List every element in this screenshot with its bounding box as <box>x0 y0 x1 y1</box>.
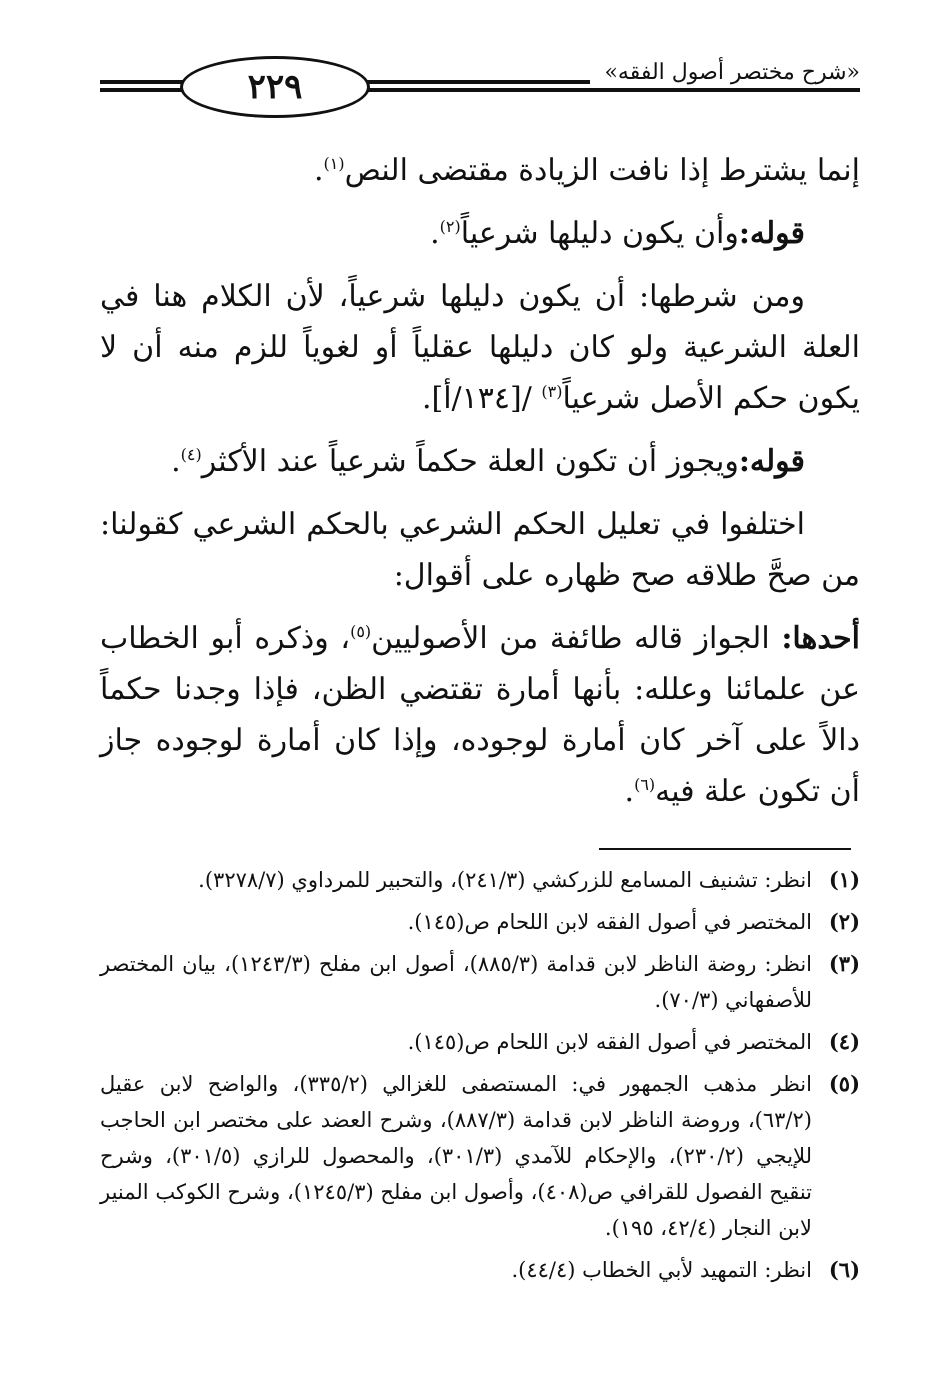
main-text <box>100 145 860 829</box>
quote-lead: قوله: <box>738 216 805 251</box>
paragraph-text: إنما يشترط إذا نافت الزيادة مقتضى النص <box>344 153 860 188</box>
footnote-text: انظر: روضة الناظر لابن قدامة (٨٨٥/٣)، أصول ابن مفلح (١٢٤٣/٣)، بيان المختصر للأصفهاني (٧٠/٣). <box>100 952 813 1012</box>
page-number: ٢٢٩ <box>180 56 370 118</box>
paragraph-end: /[١٣٤/أ]. <box>421 381 542 416</box>
paragraph-end: . <box>624 774 635 809</box>
footnote-ref: (٢) <box>439 217 461 236</box>
footnote-ref: (١) <box>323 154 345 173</box>
footnote-separator <box>599 848 851 850</box>
paragraph-3 <box>100 271 860 424</box>
footnote-number: (٣) <box>828 951 860 976</box>
paragraph-text: ومن شرطها: أن يكون دليلها شرعياً، لأن الكلام هنا في العلة الشرعية ولو كان دليلها عقلياً أو لغوياً للزم منه أن لا يكون حكم الأصل شرعياً <box>100 279 860 416</box>
footnote-text: انظر: التمهيد لأبي الخطاب (٤٤/٤). <box>511 1258 812 1282</box>
footnote-ref: (٤) <box>180 445 202 464</box>
footnote <box>100 946 860 1018</box>
paragraph-text: اختلفوا في تعليل الحكم الشرعي بالحكم الشرعي كقولنا: من صحَّ طلاقه صح ظهاره على أقوال: <box>100 507 860 593</box>
footnote-ref: (٣) <box>541 382 563 401</box>
footnote-number: (٢) <box>828 909 860 934</box>
footnote <box>100 1066 860 1246</box>
footnote <box>100 1024 860 1060</box>
paragraph-end: . <box>430 216 440 251</box>
opinion-lead: أحدها: <box>781 621 860 656</box>
quote-lead: قوله: <box>738 444 805 479</box>
paragraph-4 <box>100 436 860 487</box>
footnote-text: المختصر في أصول الفقه لابن اللحام ص(١٤٥). <box>407 1030 812 1054</box>
footnote <box>100 904 860 940</box>
footnote-number: (٥) <box>828 1071 860 1096</box>
footnote <box>100 862 860 898</box>
page-header <box>100 50 860 118</box>
paragraph-end: . <box>313 153 324 188</box>
footnote-number: (١) <box>828 867 860 892</box>
paragraph-6 <box>100 613 860 817</box>
footnote-text: انظر: تشنيف المسامع للزركشي (٢٤١/٣)، والتحبير للمرداوي (٣٢٧٨/٧). <box>198 868 812 892</box>
footnote-ref: (٦) <box>634 775 656 794</box>
footnote-text: المختصر في أصول الفقه لابن اللحام ص(١٤٥). <box>407 910 812 934</box>
footnote <box>100 1252 860 1288</box>
paragraph-text: الجواز قاله طائفة من الأصوليين <box>371 621 782 656</box>
footnote-number: (٤) <box>828 1029 860 1054</box>
paragraph-text: ويجوز أن تكون العلة حكماً شرعياً عند الأكثر <box>201 444 739 479</box>
paragraph-2 <box>100 208 860 259</box>
paragraph-5 <box>100 499 860 601</box>
paragraph-1 <box>100 145 860 196</box>
paragraph-text: وأن يكون دليلها شرعياً <box>460 216 739 251</box>
paragraph-text-cont: ، وذكره أبو الخطاب عن علمائنا وعلله: بأنها أمارة تقتضي الظن، فإذا وجدنا حكماً دالاً على آخر كان أمارة لوجوده، وإذا كان أمارة لوجوده جاز أن تكون علة فيه <box>100 621 860 809</box>
footnotes <box>100 862 860 1294</box>
book-title: «شرح مختصر أصول الفقه» <box>590 60 860 85</box>
footnote-text: انظر مذهب الجمهور في: المستصفى للغزالي (٣٣٥/٢)، والواضح لابن عقيل (٦٣/٢)، وروضة الناظر لابن قدامة (٨٨٧/٣)، وشرح العضد على مختصر ابن الحاجب للإيجي (٢٣٠/٢)، والإحكام للآمدي (٣٠١/٣)، والمحصول للرازي (٣٠١/٥)، وشرح تنقيح الفصول للقرافي ص(٤٠٨)، وأصول ابن مفلح (١٢٤٥/٣)، وشرح الكوكب المنير لابن النجار (٤٢/٤، ١٩٥). <box>100 1072 813 1240</box>
paragraph-end: . <box>171 444 181 479</box>
footnote-number: (٦) <box>828 1257 860 1282</box>
footnote-ref: (٥) <box>350 622 372 641</box>
